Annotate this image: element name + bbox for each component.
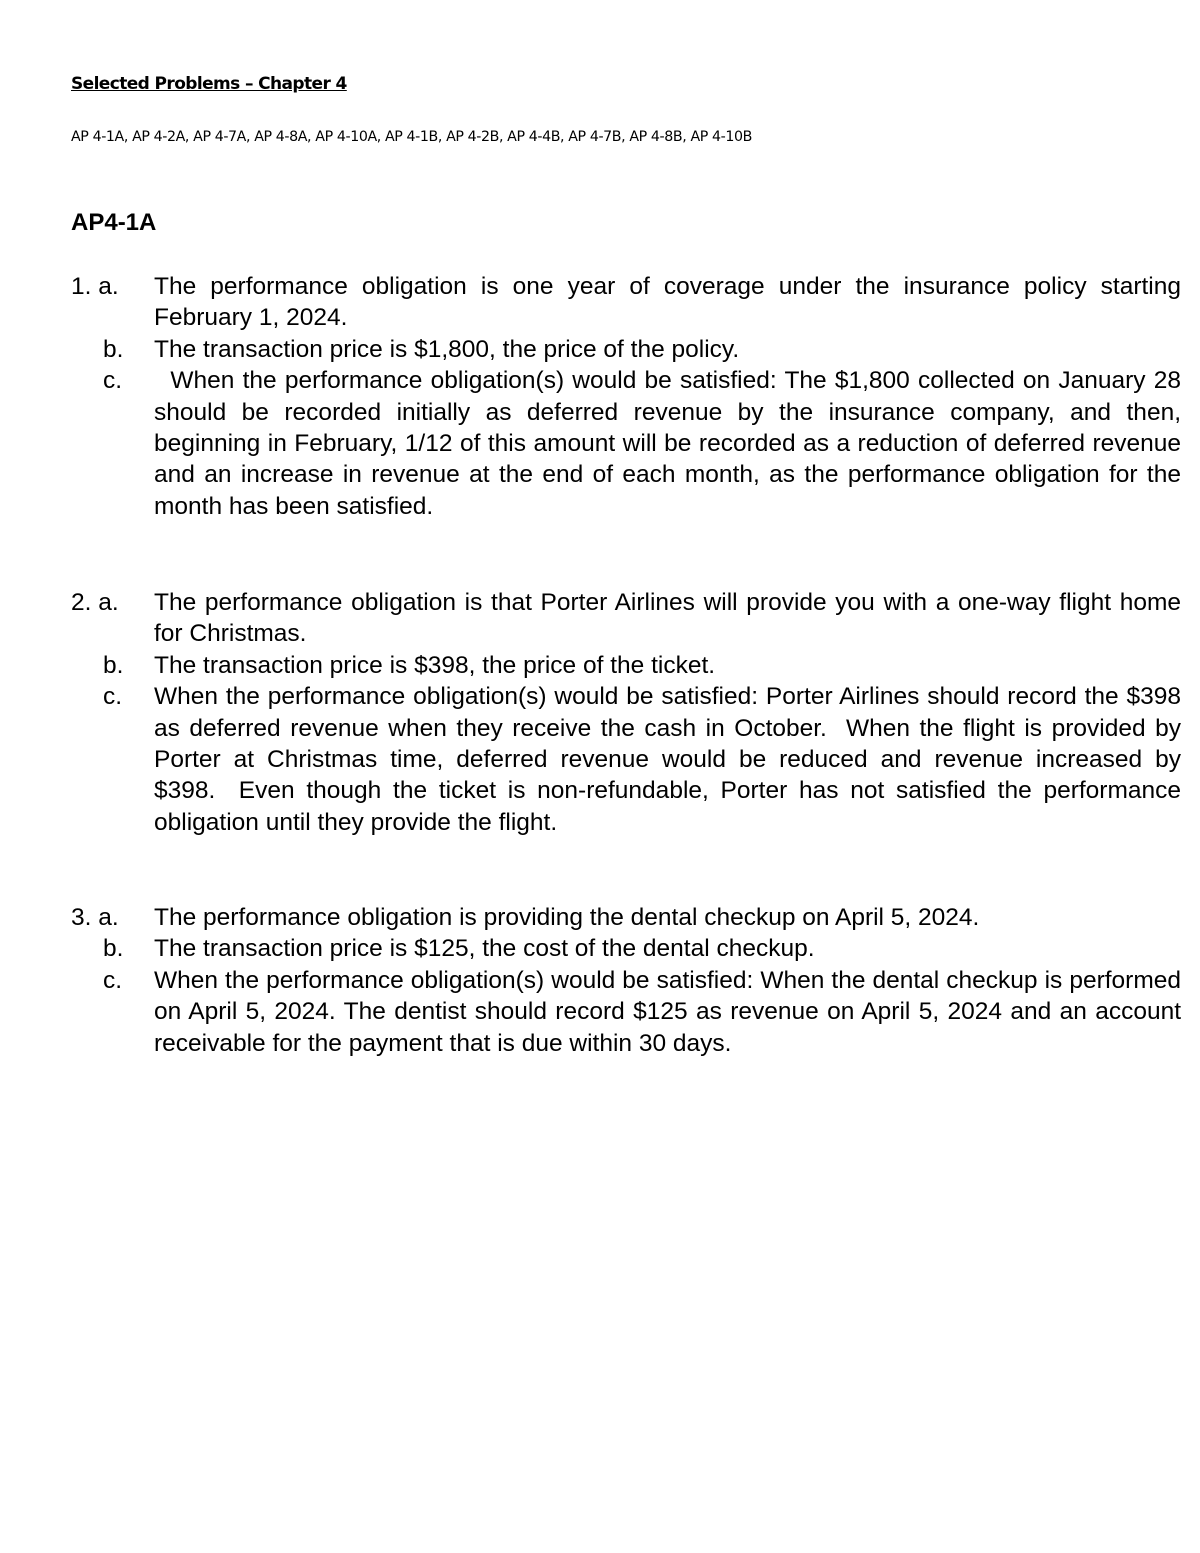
answer-part-b [71, 650, 1181, 681]
answer-part-c [71, 681, 1181, 838]
answer-part-b [71, 334, 1181, 365]
answer-part-a [71, 587, 1181, 650]
answer-text: The transaction price is $398, the price of the ticket. [154, 651, 716, 679]
list-marker: c. [103, 683, 123, 711]
list-marker: 3. a. [71, 904, 119, 931]
answer-text: When the performance obligation(s) would be satisfied: Porter Airlines should record the $398 as deferred revenue when they receive the cash in October. When the flight is provided by Porter at Christmas time, deferred revenue would be reduced and revenue increased by $398. Even though the ticket is non-refundable, Porter has not satisfied the performance obligation until they provide the flight. [154, 683, 1181, 836]
answer-text: The transaction price is $1,800, the price of the policy. [154, 335, 740, 363]
answer-part-c [71, 965, 1181, 1059]
list-marker: b. [103, 935, 124, 963]
answer-part-c [71, 365, 1181, 522]
answer-item-3 [71, 902, 1181, 1059]
list-marker: 1. a. [71, 273, 119, 300]
answer-item-1 [71, 271, 1181, 522]
list-marker: b. [103, 335, 124, 363]
document-title: Selected Problems – Chapter 4 [71, 74, 347, 94]
list-marker: c. [103, 367, 123, 395]
answer-text: When the performance obligation(s) would be satisfied: When the dental checkup is performed on April 5, 2024. The dentist should record $125 as revenue on April 5, 2024 and an account receivable for the payment that is due within 30 days. [154, 966, 1181, 1057]
list-marker: b. [103, 651, 124, 679]
answer-part-a [71, 902, 1181, 933]
list-marker: c. [103, 966, 123, 994]
answer-text: The performance obligation is providing the dental checkup on April 5, 2024. [154, 904, 980, 931]
answer-text: The transaction price is $125, the cost of the dental checkup. [154, 935, 815, 963]
list-marker: 2. a. [71, 589, 119, 616]
section-heading: AP4-1A [71, 209, 157, 236]
answer-text: The performance obligation is one year of coverage under the insurance policy starting February 1, 2024. [154, 273, 1181, 332]
answer-item-2 [71, 587, 1181, 838]
answer-part-a [71, 271, 1181, 334]
answer-text: When the performance obligation(s) would be satisfied: The $1,800 collected on January 28 should be recorded initially as deferred revenue by the insurance company, and then, beginning in February, 1/12 of this amount will be recorded as a reduction of deferred revenue and an increase in revenue at the end of each month, as the performance obligation for the month has been satisfied. [154, 367, 1181, 520]
answer-text: The performance obligation is that Porter Airlines will provide you with a one-way flight home for Christmas. [154, 589, 1181, 648]
answer-part-b [71, 933, 1181, 964]
problem-list: AP 4-1A, AP 4-2A, AP 4-7A, AP 4-8A, AP 4-10A, AP 4-1B, AP 4-2B, AP 4-4B, AP 4-7B, AP 4-8B, AP 4-10B [71, 129, 752, 145]
